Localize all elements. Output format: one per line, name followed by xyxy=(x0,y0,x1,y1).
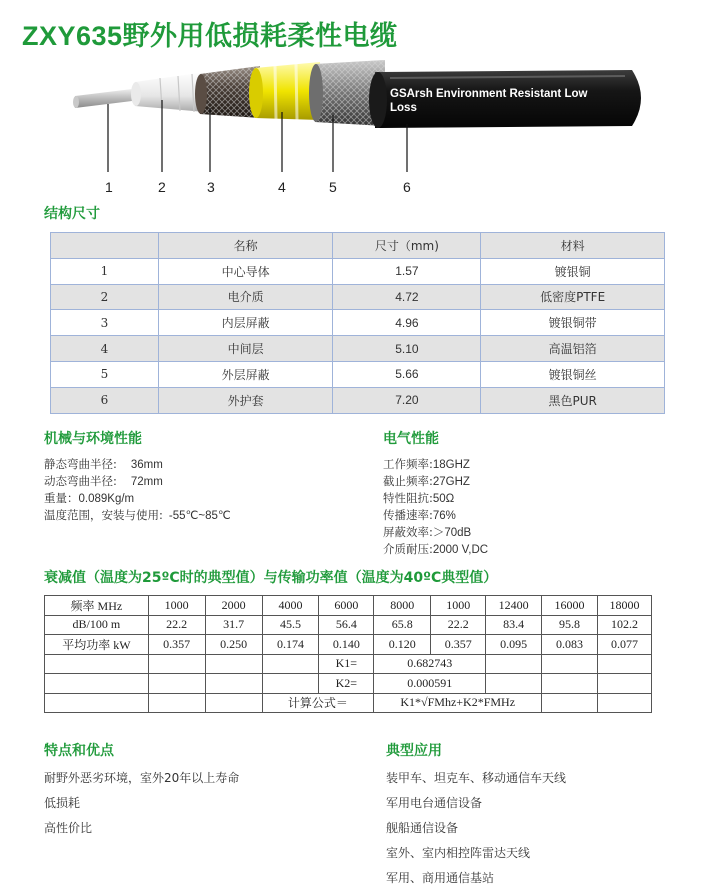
row-label: 频率 MHz xyxy=(45,596,149,616)
freq-cell: 1000 xyxy=(148,596,205,616)
power-cell: 0.250 xyxy=(205,635,262,655)
row-name: 内层屏蔽 xyxy=(158,310,333,336)
electrical-specs xyxy=(383,456,488,558)
page-title: ZXY635野外用低损耗柔性电缆 xyxy=(22,21,398,51)
table-row xyxy=(51,387,665,413)
header-cell-size: 尺寸（mm) xyxy=(333,233,481,259)
spec-label: 重量： xyxy=(44,491,79,505)
callout-4: 4 xyxy=(278,179,286,195)
row-index: 3 xyxy=(51,310,159,336)
spec-label: 静态弯曲半径: xyxy=(44,457,117,471)
k1-row xyxy=(45,654,652,674)
row-index: 4 xyxy=(51,336,159,362)
list-item: 军用电台通信设备 xyxy=(386,796,483,810)
table-row xyxy=(51,258,665,284)
header-cell-index xyxy=(51,233,159,259)
attenuation-section-title: 衰减值（温度为25ºC时的典型值）与传输功率值（温度为40ºC典型值） xyxy=(44,570,498,586)
table-row xyxy=(51,284,665,310)
k1-value: 0.682743 xyxy=(374,654,486,674)
spec-row xyxy=(383,456,488,473)
power-cell: 0.357 xyxy=(148,635,205,655)
k2-row xyxy=(45,674,652,694)
table-row xyxy=(51,336,665,362)
row-name: 外护套 xyxy=(158,387,333,413)
mechanical-specs xyxy=(44,456,231,524)
db-cell: 83.4 xyxy=(486,615,542,635)
row-name: 外层屏蔽 xyxy=(158,361,333,387)
row-size: 4.96 xyxy=(333,310,481,336)
power-cell: 0.174 xyxy=(262,635,319,655)
spec-row xyxy=(44,473,231,490)
spec-value: 50Ω xyxy=(432,493,455,505)
freq-cell: 18000 xyxy=(598,596,652,616)
db-cell: 31.7 xyxy=(205,615,262,635)
row-material: 低密度PTFE xyxy=(481,284,665,310)
row-label: dB/100 m xyxy=(45,615,149,635)
callout-2: 2 xyxy=(158,179,166,195)
row-size: 4.72 xyxy=(333,284,481,310)
row-label: 平均功率 kW xyxy=(45,635,149,655)
table-header-row xyxy=(51,233,665,259)
db-cell: 56.4 xyxy=(319,615,374,635)
header-cell-name: 名称 xyxy=(158,233,333,259)
db-row xyxy=(45,615,652,635)
db-cell: 95.8 xyxy=(542,615,598,635)
formula-row xyxy=(45,693,652,713)
power-cell: 0.357 xyxy=(431,635,486,655)
list-item: 高性价比 xyxy=(44,821,93,835)
formula-value: K1*√FMhz+K2*FMHz xyxy=(374,693,542,713)
callout-6: 6 xyxy=(403,179,411,195)
spec-row xyxy=(383,473,488,490)
applications-list xyxy=(386,766,566,887)
row-index: 1 xyxy=(51,258,159,284)
row-size: 1.57 xyxy=(333,258,481,284)
list-item: 室外、室内相控阵雷达天线 xyxy=(386,846,531,860)
spec-value: ＞70dB xyxy=(432,527,472,539)
structure-section-title: 结构尺寸 xyxy=(44,206,100,222)
spec-value: -55℃~85℃ xyxy=(168,510,231,522)
header-cell-material: 材料 xyxy=(481,233,665,259)
spec-row xyxy=(44,507,231,524)
db-cell: 65.8 xyxy=(374,615,431,635)
spec-row xyxy=(383,490,488,507)
features-section-title: 特点和优点 xyxy=(44,743,114,759)
power-cell: 0.120 xyxy=(374,635,431,655)
db-cell: 102.2 xyxy=(598,615,652,635)
callout-5: 5 xyxy=(329,179,337,195)
spec-value: 36mm xyxy=(130,459,163,471)
power-cell: 0.077 xyxy=(598,635,652,655)
callout-1: 1 xyxy=(105,179,113,195)
spec-value: 27GHZ xyxy=(432,476,470,488)
db-cell: 22.2 xyxy=(148,615,205,635)
freq-cell: 2000 xyxy=(205,596,262,616)
spec-row xyxy=(383,507,488,524)
freq-cell: 12400 xyxy=(486,596,542,616)
power-cell: 0.095 xyxy=(486,635,542,655)
spec-row xyxy=(44,490,231,507)
table-row xyxy=(51,310,665,336)
power-cell: 0.140 xyxy=(319,635,374,655)
row-size: 5.66 xyxy=(333,361,481,387)
row-material: 镀银铜带 xyxy=(481,310,665,336)
spec-label: 屏蔽效率: xyxy=(383,525,433,539)
spec-value: 2000 V,DC xyxy=(432,544,489,556)
freq-cell: 6000 xyxy=(319,596,374,616)
db-cell: 22.2 xyxy=(431,615,486,635)
spec-value: 76% xyxy=(432,510,456,522)
formula-label: 计算公式＝ xyxy=(262,693,374,713)
spec-label: 工作频率: xyxy=(383,457,433,471)
row-material: 黑色PUR xyxy=(481,387,665,413)
row-size: 7.20 xyxy=(333,387,481,413)
list-item: 耐野外恶劣环境，室外20年以上寿命 xyxy=(44,771,240,785)
row-name: 电介质 xyxy=(158,284,333,310)
spec-label: 动态弯曲半径: xyxy=(44,474,117,488)
power-row xyxy=(45,635,652,655)
k2-label: K2= xyxy=(319,674,374,694)
row-name: 中间层 xyxy=(158,336,333,362)
callout-3: 3 xyxy=(207,179,215,195)
row-material: 镀银铜 xyxy=(481,258,665,284)
freq-row xyxy=(45,596,652,616)
freq-cell: 8000 xyxy=(374,596,431,616)
mechanical-section-title: 机械与环境性能 xyxy=(44,431,142,447)
freq-cell: 16000 xyxy=(542,596,598,616)
list-item: 低损耗 xyxy=(44,796,81,810)
table-row xyxy=(51,361,665,387)
spec-label: 温度范围，安装与使用: xyxy=(44,508,163,522)
list-item: 装甲车、坦克车、移动通信车天线 xyxy=(386,771,567,785)
spec-label: 特性阻抗: xyxy=(383,491,433,505)
spec-row xyxy=(383,524,488,541)
db-cell: 45.5 xyxy=(262,615,319,635)
freq-cell: 1000 xyxy=(431,596,486,616)
k1-label: K1= xyxy=(319,654,374,674)
row-index: 2 xyxy=(51,284,159,310)
row-material: 高温铝箔 xyxy=(481,336,665,362)
power-cell: 0.083 xyxy=(542,635,598,655)
row-name: 中心导体 xyxy=(158,258,333,284)
cable-illustration xyxy=(0,60,710,200)
applications-section-title: 典型应用 xyxy=(386,743,442,759)
spec-label: 截止频率: xyxy=(383,474,433,488)
row-size: 5.10 xyxy=(333,336,481,362)
spec-label: 传播速率: xyxy=(383,508,433,522)
features-list xyxy=(44,766,239,841)
electrical-section-title: 电气性能 xyxy=(383,431,439,447)
jacket-print-text: GSArsh Environment Resistant Low Loss xyxy=(390,88,588,114)
list-item: 舰船通信设备 xyxy=(386,821,459,835)
row-index: 5 xyxy=(51,361,159,387)
row-index: 6 xyxy=(51,387,159,413)
dielectric xyxy=(135,72,205,112)
list-item: 军用、商用通信基站 xyxy=(386,871,495,885)
freq-cell: 4000 xyxy=(262,596,319,616)
spec-value: 0.089Kg/m xyxy=(78,493,135,505)
spec-row xyxy=(44,456,231,473)
spec-label: 介质耐压: xyxy=(383,542,433,556)
attenuation-table xyxy=(44,595,652,713)
spec-value: 72mm xyxy=(130,476,163,488)
row-material: 镀银铜丝 xyxy=(481,361,665,387)
k2-value: 0.000591 xyxy=(374,674,486,694)
structure-table xyxy=(50,232,665,414)
spec-value: 18GHZ xyxy=(432,459,470,471)
spec-row xyxy=(383,541,488,558)
